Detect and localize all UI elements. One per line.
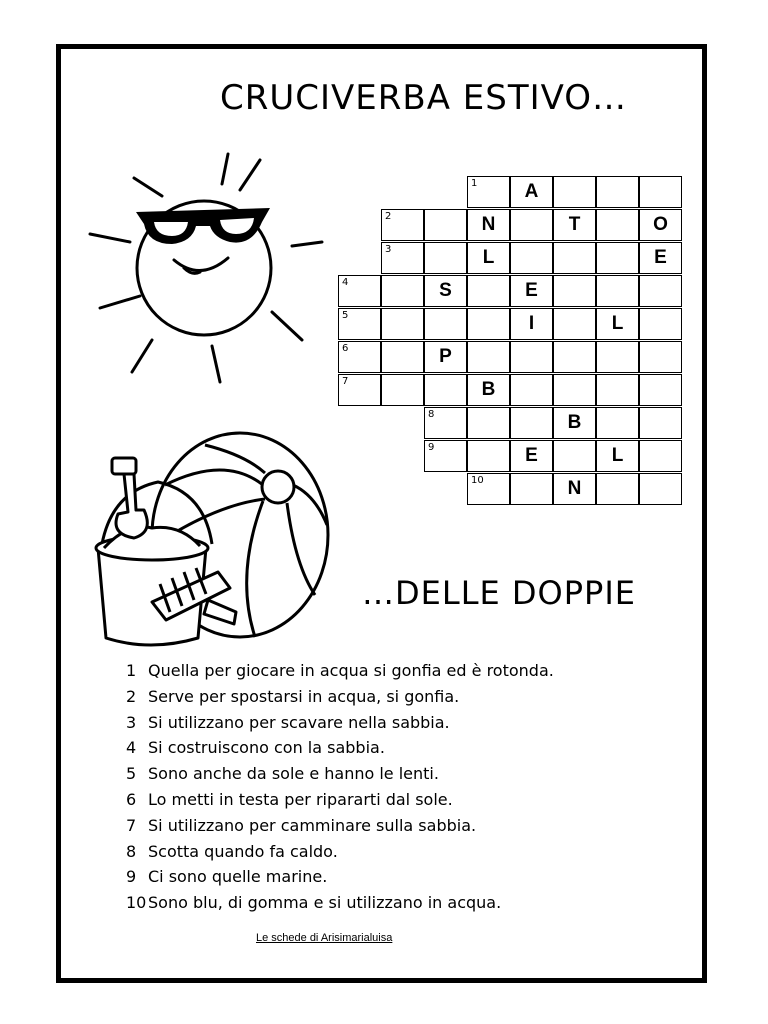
given-letter: E <box>525 445 538 466</box>
crossword-cell[interactable] <box>424 341 467 373</box>
crossword-cell[interactable] <box>553 242 596 274</box>
crossword-cell[interactable] <box>639 341 682 373</box>
clue-item <box>118 864 554 890</box>
crossword-cell[interactable] <box>467 176 510 208</box>
given-letter: S <box>439 280 452 301</box>
crossword-cell[interactable] <box>639 176 682 208</box>
clue-number: 1 <box>471 178 478 189</box>
sand-bucket-icon <box>88 452 238 652</box>
clue-item <box>118 787 554 813</box>
crossword-cell[interactable] <box>596 176 639 208</box>
clue-item <box>118 658 554 684</box>
page-title: CRUCIVERBA ESTIVO… <box>220 78 628 118</box>
clue-item-text: Si utilizzano per scavare nella sabbia. <box>148 712 450 732</box>
clue-item-text: Ci sono quelle marine. <box>148 867 328 887</box>
crossword-cell[interactable] <box>467 308 510 340</box>
crossword-cell[interactable] <box>553 341 596 373</box>
crossword-cell[interactable] <box>639 440 682 472</box>
crossword-cell[interactable] <box>424 308 467 340</box>
crossword-cell[interactable] <box>338 374 381 406</box>
clue-number: 7 <box>342 376 349 387</box>
given-letter: T <box>568 214 581 235</box>
crossword-cell[interactable] <box>424 407 467 439</box>
crossword-cell[interactable] <box>467 374 510 406</box>
clue-item-number: 3 <box>126 712 137 732</box>
crossword-cell[interactable] <box>510 341 553 373</box>
crossword-cell[interactable] <box>553 176 596 208</box>
clue-item-number: 10 <box>126 893 147 913</box>
clue-number: 3 <box>385 244 392 255</box>
crossword-cell[interactable] <box>424 440 467 472</box>
crossword-cell[interactable] <box>424 275 467 307</box>
crossword-cell[interactable] <box>467 473 510 505</box>
crossword-cell[interactable] <box>424 209 467 241</box>
crossword-cell[interactable] <box>596 440 639 472</box>
crossword-cell[interactable] <box>381 242 424 274</box>
given-letter: I <box>528 313 535 334</box>
crossword-cell[interactable] <box>510 209 553 241</box>
crossword-cell[interactable] <box>639 242 682 274</box>
crossword-cell[interactable] <box>553 209 596 241</box>
given-letter: O <box>653 214 668 235</box>
page-subtitle: …DELLE DOPPIE <box>362 574 636 612</box>
crossword-cell[interactable] <box>596 374 639 406</box>
crossword-cell[interactable] <box>639 473 682 505</box>
crossword-cell[interactable] <box>639 407 682 439</box>
clue-number: 2 <box>385 211 392 222</box>
credit-text: Le schede di Arisimarialuisa <box>256 932 393 944</box>
crossword-cell[interactable] <box>510 440 553 472</box>
clue-item-number: 6 <box>126 789 137 809</box>
crossword-cell[interactable] <box>510 308 553 340</box>
crossword-cell[interactable] <box>510 242 553 274</box>
crossword-cell[interactable] <box>510 473 553 505</box>
clue-item-number: 9 <box>126 867 137 887</box>
crossword-cell[interactable] <box>553 374 596 406</box>
crossword-cell[interactable] <box>467 242 510 274</box>
crossword-cell[interactable] <box>467 209 510 241</box>
given-letter: B <box>567 412 582 433</box>
crossword-cell[interactable] <box>553 407 596 439</box>
clue-item <box>118 890 554 916</box>
clue-number: 8 <box>428 409 435 420</box>
clue-item <box>118 839 554 865</box>
crossword-cell[interactable] <box>596 308 639 340</box>
crossword-cell[interactable] <box>510 176 553 208</box>
crossword-cell[interactable] <box>596 341 639 373</box>
crossword-cell[interactable] <box>553 473 596 505</box>
crossword-cell[interactable] <box>510 407 553 439</box>
crossword-cell[interactable] <box>338 341 381 373</box>
crossword-cell[interactable] <box>510 374 553 406</box>
crossword-cell[interactable] <box>424 374 467 406</box>
clue-item-number: 1 <box>126 661 137 680</box>
crossword-cell[interactable] <box>553 275 596 307</box>
clue-item <box>118 735 554 761</box>
given-letter: B <box>481 379 496 400</box>
given-letter: N <box>481 214 496 235</box>
clue-item-number: 7 <box>126 815 137 835</box>
crossword-cell[interactable] <box>510 275 553 307</box>
crossword-cell[interactable] <box>467 440 510 472</box>
crossword-cell[interactable] <box>596 209 639 241</box>
crossword-cell[interactable] <box>381 308 424 340</box>
clue-item-number: 4 <box>126 738 137 758</box>
crossword-cell[interactable] <box>596 242 639 274</box>
crossword-cell[interactable] <box>467 341 510 373</box>
clue-item-text: Sono anche da sole e hanno le lenti. <box>148 764 439 784</box>
crossword-cell[interactable] <box>424 242 467 274</box>
clue-item-text: Sono blu, di gomma e si utilizzano in acqua. <box>148 893 502 913</box>
crossword-cell[interactable] <box>639 374 682 406</box>
clue-item-number: 8 <box>126 841 137 861</box>
given-letter: P <box>439 346 452 367</box>
given-letter: E <box>654 247 667 268</box>
crossword-cell[interactable] <box>553 308 596 340</box>
crossword-cell[interactable] <box>639 209 682 241</box>
clue-item-text: Si utilizzano per camminare sulla sabbia. <box>148 815 477 835</box>
clue-number: 4 <box>342 277 349 288</box>
crossword-cell[interactable] <box>381 275 424 307</box>
clue-item <box>118 710 554 736</box>
clue-list <box>118 658 554 916</box>
given-letter: L <box>482 247 495 268</box>
crossword-cell[interactable] <box>381 341 424 373</box>
crossword-cell[interactable] <box>639 275 682 307</box>
crossword-cell[interactable] <box>381 374 424 406</box>
clue-item-text: Quella per giocare in acqua si gonfia ed è rotonda. <box>148 661 554 680</box>
crossword-cell[interactable] <box>338 275 381 307</box>
given-letter: L <box>611 445 624 466</box>
clue-number: 10 <box>471 475 484 486</box>
given-letter: L <box>611 313 624 334</box>
clue-number: 9 <box>428 442 435 453</box>
given-letter: N <box>567 478 582 499</box>
clue-item-text: Scotta quando fa caldo. <box>148 841 338 861</box>
clue-item-number: 5 <box>126 764 137 784</box>
crossword-cell[interactable] <box>596 473 639 505</box>
clue-number: 6 <box>342 343 349 354</box>
clue-number: 5 <box>342 310 349 321</box>
clue-item <box>118 813 554 839</box>
clue-item <box>118 761 554 787</box>
crossword-cell[interactable] <box>596 275 639 307</box>
crossword-cell[interactable] <box>338 308 381 340</box>
crossword-cell[interactable] <box>381 209 424 241</box>
crossword-cell[interactable] <box>639 308 682 340</box>
crossword-cell[interactable] <box>553 440 596 472</box>
clue-item-text: Lo metti in testa per ripararti dal sole. <box>148 789 453 809</box>
clue-item <box>118 684 554 710</box>
crossword-cell[interactable] <box>467 275 510 307</box>
clue-item-text: Serve per spostarsi in acqua, si gonfia. <box>148 686 460 706</box>
given-letter: E <box>525 280 538 301</box>
crossword-cell[interactable] <box>596 407 639 439</box>
sun-icon <box>82 150 332 390</box>
clue-item-number: 2 <box>126 686 137 706</box>
crossword-cell[interactable] <box>467 407 510 439</box>
given-letter: A <box>524 181 539 202</box>
clue-item-text: Si costruiscono con la sabbia. <box>148 738 385 758</box>
